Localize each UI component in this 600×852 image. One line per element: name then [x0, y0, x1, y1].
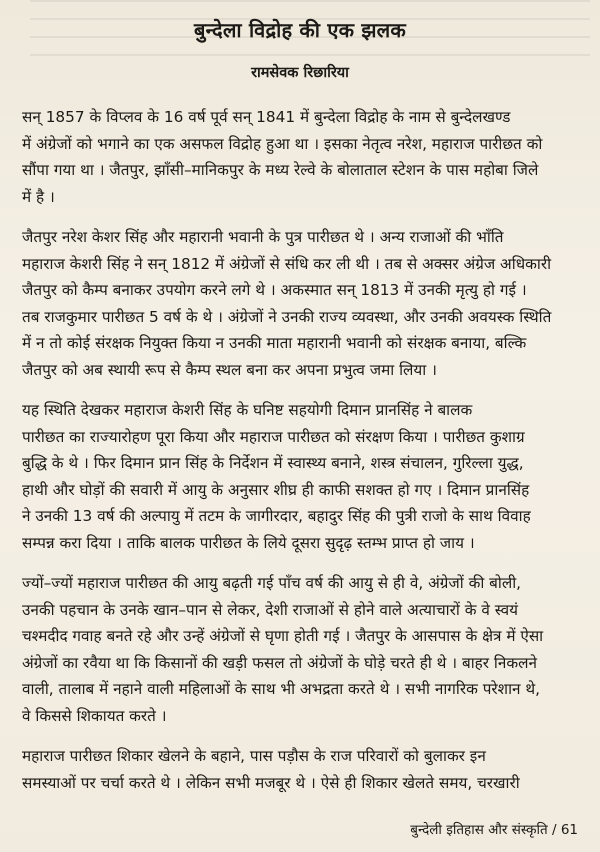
article-body [22, 104, 578, 810]
text-line: में है । [22, 187, 55, 206]
paragraph-3 [22, 397, 578, 556]
text-line: हाथी और घोड़ों की सवारी में आयु के अनुसार शीघ्र ही काफी सशक्त हो गए । दिमान प्रानसिंह [22, 480, 530, 499]
text-line: पारीछत का राज्यारोहण पूरा किया और महाराज पारीछत को संरक्षण किया । पारीछत कुशाग्र [22, 427, 525, 446]
text-line: तब राजकुमार पारीछत 5 वर्ष के थे । अंग्रेजों ने उनकी राज्य व्यवस्था, और उनकी अवयस्क स्थिति [22, 307, 552, 326]
text-line: सन् 1857 के विप्लव के 16 वर्ष पूर्व सन् 1841 में बुन्देला विद्रोह के नाम से बुन्देलखण्ड [22, 108, 511, 126]
text-line: ज्यों–ज्यों महाराज पारीछत की आयु बढ़ती गई पाँच वर्ष की आयु से ही वे, अंग्रेजों की बोली, [22, 574, 522, 592]
text-line: उनकी पहचान के उनके खान–पान से लेकर, देशी राजाओं से होने वाले अत्याचारों के वे स्वयं [22, 600, 519, 619]
text-line: जैतपुर को अब स्थायी रूप से कैम्प स्थल बना कर अपना प्रभुत्व जमा लिया । [22, 360, 437, 379]
text-line: में अंग्रेजों को भगाने का एक असफल विद्रोह हुआ था । इसका नेतृत्व नरेश, महाराज पारीछत को [22, 134, 543, 153]
paragraph-2 [22, 224, 578, 383]
text-line: सम्पन्न करा दिया । ताकि बालक पारीछत के लिये दूसरा सुदृढ़ स्तम्भ प्राप्त हो जाय । [22, 533, 475, 552]
text-line: महाराज केशरी सिंह ने सन् 1812 में अंग्रेजों से संधि कर ली थी । तब से अक्सर अंग्रेज अधिकारी [22, 254, 552, 273]
text-line: अंग्रेजों का रवैया था कि किसानों की खड़ी फसल तो अंग्रेजों के घोड़े चरते ही थे । बाहर निकलने [22, 653, 537, 672]
text-line: वे किससे शिकायत करते । [22, 706, 167, 725]
text-line: जैतपुर को कैम्प बनाकर उपयोग करने लगे थे । अकस्मात सन् 1813 में उनकी मृत्यु हो गई । [22, 281, 527, 299]
text-line: यह स्थिति देखकर महाराज केशरी सिंह के घनिष्ट सहयोगी दिमान प्रानसिंह ने बालक [22, 401, 473, 419]
text-line: महाराज पारीछत शिकार खेलने के बहाने, पास पड़ौस के राज परिवारों को बुलाकर इन [22, 747, 486, 765]
author-name: रामसेवक रिछारिया [251, 65, 349, 81]
text-line: जैतपुर नरेश केशर सिंह और महारानी भवानी के पुत्र पारीछत थे । अन्य राजाओं की भाँति [22, 228, 504, 246]
text-line: में न तो कोई संरक्षक नियुक्त किया न उनकी माता महारानी भवानी को संरक्षक बनाया, बल्कि [22, 334, 527, 352]
paragraph-4 [22, 570, 578, 729]
text-line: चश्मदीद गवाह बनते रहे और उन्हें अंग्रेजों से घृणा होती गई । जैतपुर के आसपास के क्षेत्र में ऐसा [22, 627, 544, 645]
text-line: बुद्धि के थे । फिर दिमान प्रान सिंह के निर्देशन में स्वास्थ्य बनाने, शस्त्र संचालन, गुरिल्ला युद्ध, [22, 454, 524, 472]
article-title: बुन्देला विद्रोह की एक झलक [194, 18, 406, 42]
text-line: ने उनकी 13 वर्ष की अल्पायु में तटम के जागीरदार, बहादुर सिंह की पुत्री राजो के साथ विवाह [22, 507, 531, 525]
text-line: वाली, तालाब में नहाने वाली महिलाओं के साथ भी अभद्रता करते थे । सभी नागरिक परेशान थे, [22, 680, 541, 698]
paragraph-5 [22, 743, 578, 796]
page-footer: बुन्देली इतिहास और संस्कृति / 61 [410, 822, 578, 838]
text-line: समस्याओं पर चर्चा करते थे । लेकिन सभी मजबूर थे । ऐसे ही शिकार खेलते समय, चरखारी [22, 773, 520, 792]
paragraph-1 [22, 104, 578, 210]
text-line: सौंपा गया था । जैतपुर, झाँसी–मानिकपुर के मध्य रेल्वे के बोलाताल स्टेशन के पास महोबा जिले [22, 161, 539, 179]
